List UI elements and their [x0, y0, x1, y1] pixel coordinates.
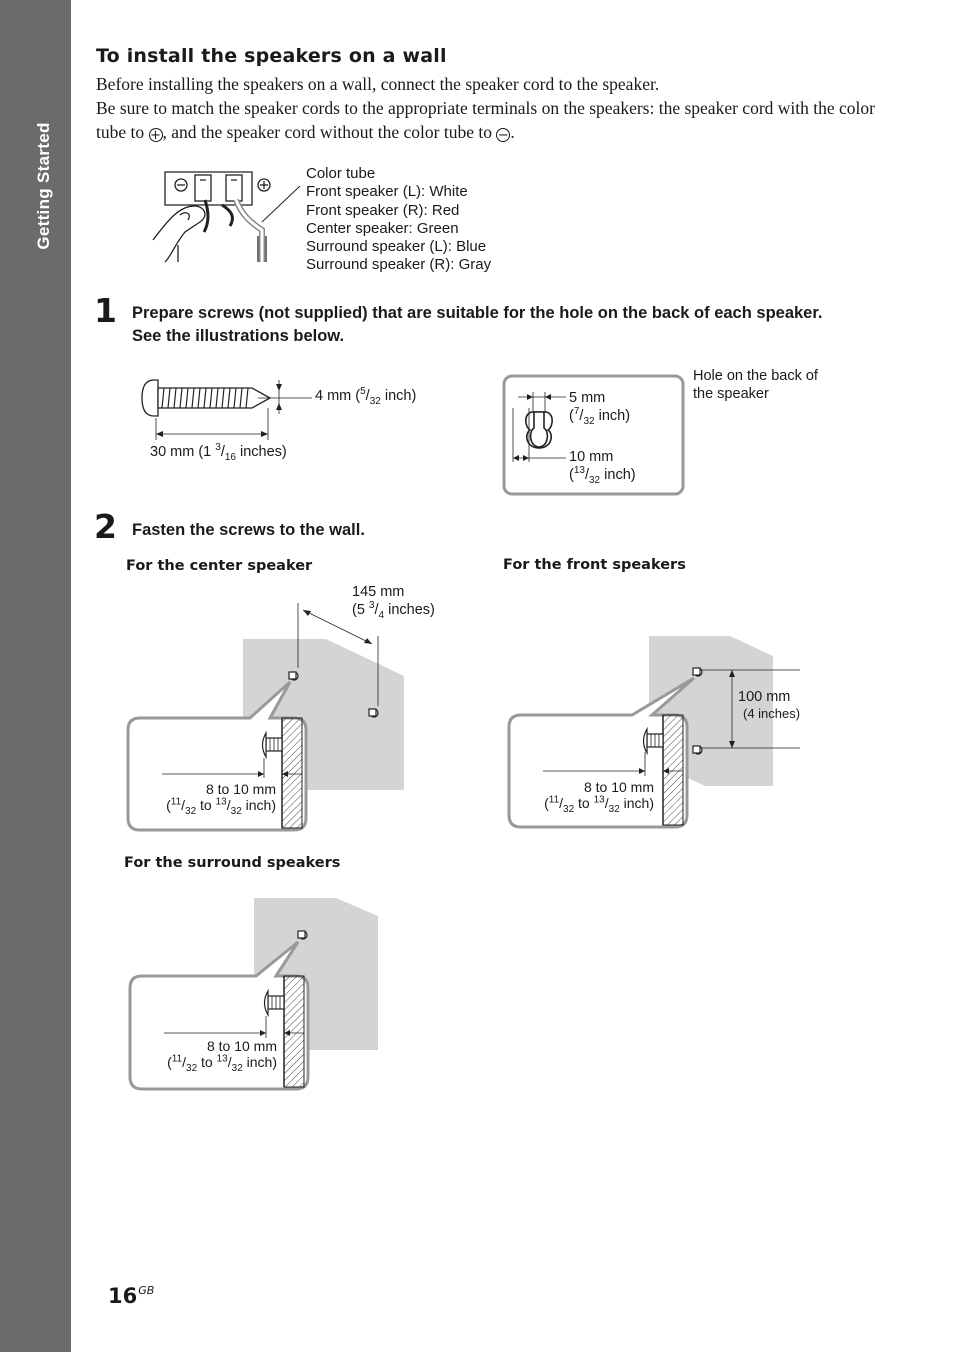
section-label: Getting Started: [34, 122, 53, 250]
front-protrusion-label: 8 to 10 mm ($^{11}/_{32}$ to $^{13}/_{32}$ inch): [544, 779, 654, 815]
region-code: GB: [138, 1284, 155, 1297]
step-2-number: 2: [94, 507, 117, 546]
step-1-text: Prepare screws (not supplied) that are suitable for the hole on the back of each speaker. See the illustrations below.: [132, 304, 823, 345]
color-tube-entry: Surround speaker (R): Gray: [306, 256, 492, 274]
color-tube-title: Color tube: [306, 165, 376, 182]
front-spacing-label: 100 mm (4 inches): [738, 689, 801, 721]
center-protrusion-label: 8 to 10 mm ($^{11}/_{32}$ to $^{13}/_{32}$ inch): [166, 781, 276, 817]
hole-depth-label: 10 mm ($^{13}/_{32}$ inch): [569, 449, 636, 486]
center-speaker-heading: For the center speaker: [126, 558, 313, 574]
screw-diameter-label: 4 mm ($^5/_{32}$ inch): [315, 386, 417, 407]
color-tube-entry: Center speaker: Green: [306, 219, 459, 237]
surround-protrusion-label: 8 to 10 mm ($^{11}/_{32}$ to $^{13}/_{32}$ inch): [167, 1038, 277, 1074]
speaker-terminal-illustration: [153, 172, 300, 262]
hole-caption: Hole on the back of the speaker: [693, 368, 818, 402]
step-1-number: 1: [94, 291, 117, 330]
page-number: $16^{GB}$: [108, 1284, 155, 1308]
screw-illustration: [142, 380, 312, 440]
minus-terminal-icon: −: [497, 128, 509, 143]
color-tube-entry: Surround speaker (L): Blue: [306, 238, 487, 256]
center-spacing-label: 145 mm (5 $^3/_4$ inches): [352, 584, 435, 621]
intro-line-2: Be sure to match the speaker cords to the appropriate terminals on the speakers: the speaker cord with the color tube to +, and the speaker cord without the color tube to −.: [96, 98, 875, 143]
page-title: To install the speakers on a wall: [96, 45, 447, 67]
color-tube-entry: Front speaker (L): White: [306, 183, 468, 201]
hole-width-label: 5 mm ($^7/_{32}$ inch): [569, 390, 631, 427]
step-2-text: Fasten the screws to the wall.: [132, 521, 365, 539]
front-speakers-heading: For the front speakers: [503, 557, 686, 573]
color-tube-caption: [306, 165, 491, 275]
surround-speakers-heading: For the surround speakers: [124, 855, 341, 871]
screw-length-label: 30 mm (1 $^3/_{16}$ inches): [150, 442, 287, 463]
intro-line-1: Before installing the speakers on a wall, connect the speaker cord to the speaker.: [96, 74, 660, 94]
plus-terminal-icon: +: [150, 128, 161, 143]
color-tube-entry: Front speaker (R): Red: [306, 201, 460, 219]
